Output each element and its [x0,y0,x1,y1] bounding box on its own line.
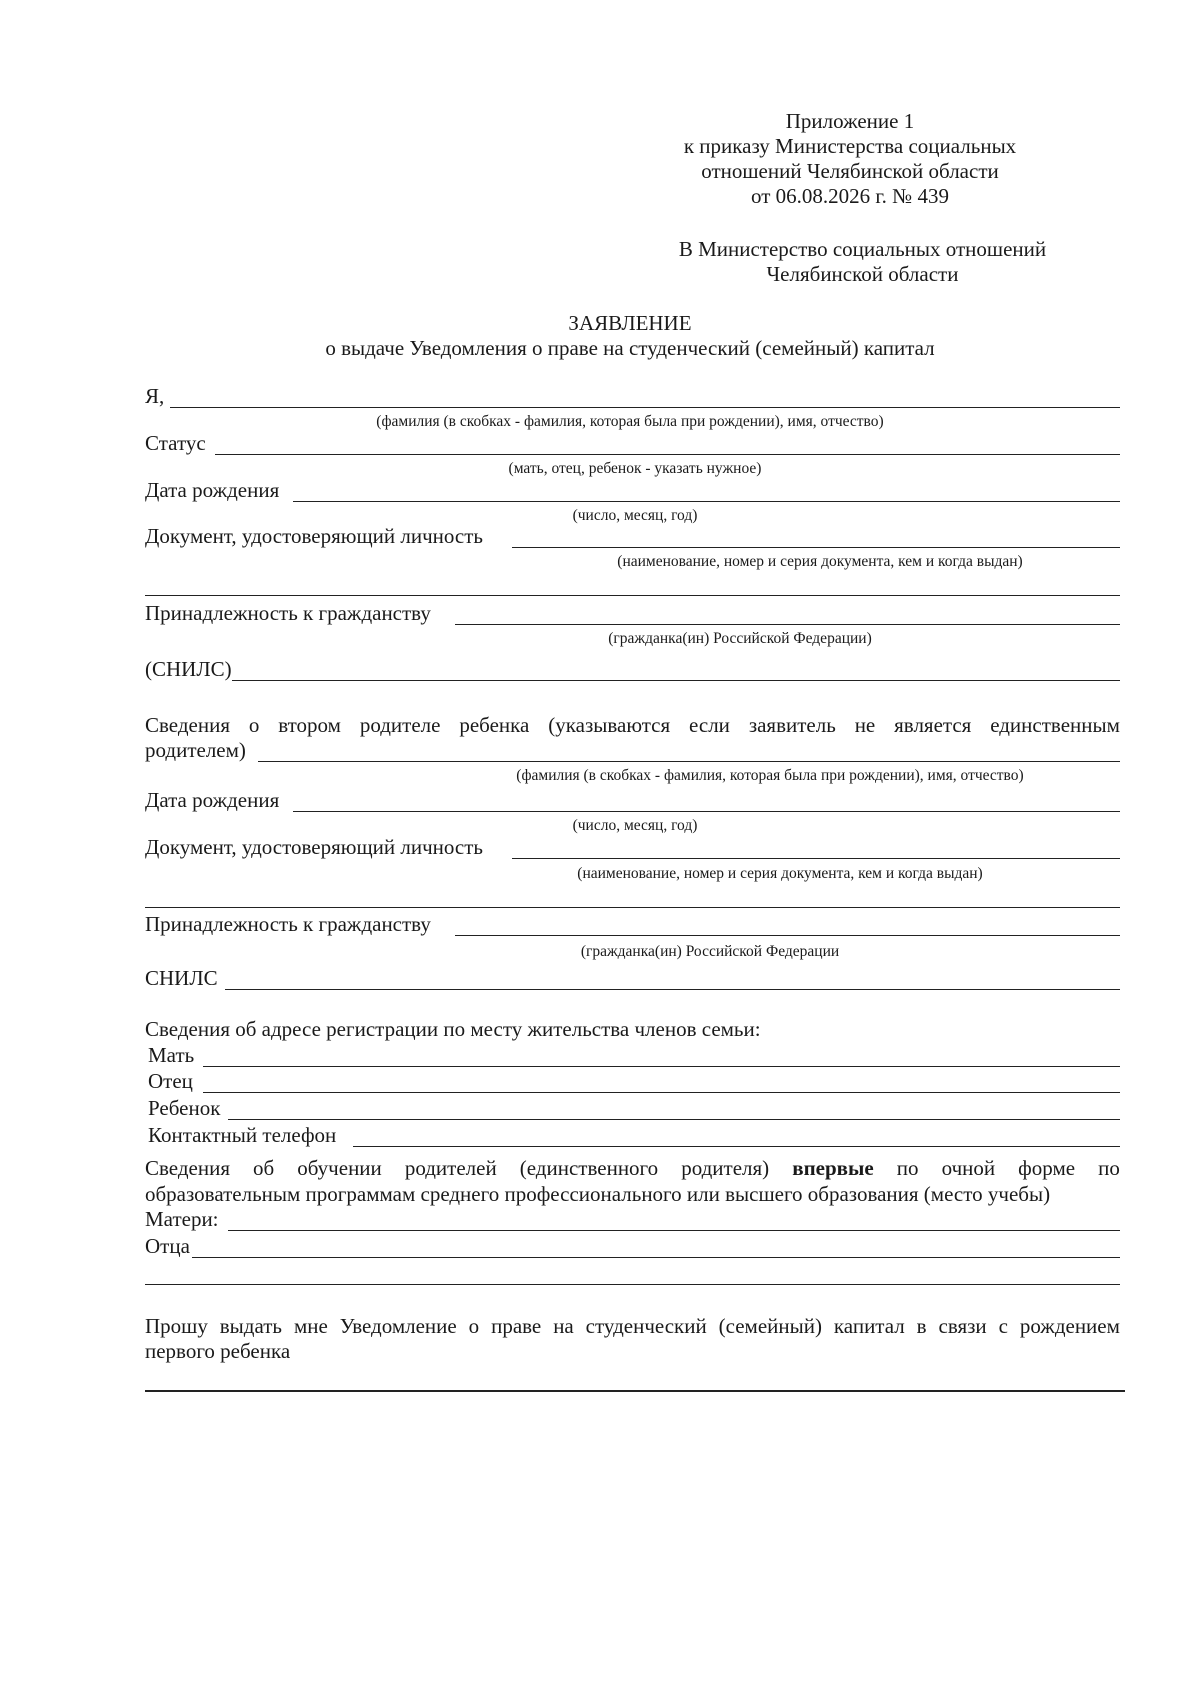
second-parent-name-field[interactable] [258,761,1120,762]
identity-doc-field-line-2[interactable] [145,595,1120,596]
education-intro-line-2: образовательным программам среднего профессионального или высшего образования (место учебы) [145,1182,1051,1206]
address-child-label: Ребенок [148,1096,221,1120]
identity-doc-field[interactable] [512,547,1120,548]
status-field[interactable] [215,454,1120,455]
contact-phone-field[interactable] [353,1146,1120,1147]
address-intro: Сведения об адресе регистрации по месту жительства членов семьи: [145,1017,761,1041]
address-father-label: Отец [148,1069,193,1093]
address-father-field[interactable] [203,1092,1120,1093]
second-parent-birth-field[interactable] [293,811,1120,812]
appendix-date-number: от 06.08.2026 г. № 439 [751,184,949,208]
status-label: Статус [145,431,206,455]
birth-date-label: Дата рождения [145,478,280,502]
document-title: ЗАЯВЛЕНИЕ [568,311,692,335]
snils-label: (СНИЛС) [145,657,232,681]
address-mother-label: Мать [148,1043,195,1067]
contact-phone-label: Контактный телефон [148,1123,337,1147]
second-parent-doc-label: Документ, удостоверяющий личность [145,835,483,859]
address-mother-field[interactable] [203,1066,1120,1067]
addressee-line-2: Челябинской области [766,262,959,286]
applicant-i-label: Я, [145,384,165,408]
education-field-line-3[interactable] [145,1284,1120,1285]
citizenship-hint: (гражданка(ин) Российской Федерации) [608,630,872,647]
second-parent-citizenship-label: Принадлежность к гражданству [145,912,431,936]
second-parent-citizenship-hint: (гражданка(ин) Российской Федерации [580,943,840,960]
second-parent-doc-field[interactable] [512,858,1120,859]
identity-doc-hint: (наименование, номер и серия документа, кем и когда выдан) [617,553,1023,570]
appendix-title: Приложение 1 [785,109,915,133]
second-parent-birth-hint: (число, месяц, год) [572,817,698,834]
citizenship-field[interactable] [455,624,1120,625]
second-parent-name-hint: (фамилия (в скобках - фамилия, которая была при рождении), имя, отчество) [516,767,1024,784]
education-mother-label: Матери: [145,1207,219,1231]
second-parent-citizenship-field[interactable] [455,935,1120,936]
request-text-line-2: первого ребенка [145,1339,291,1363]
appendix-ministry-line: отношений Челябинской области [701,159,999,183]
identity-doc-label: Документ, удостоверяющий личность [145,524,483,548]
second-parent-intro-line-2: родителем) [145,738,246,762]
birth-date-field[interactable] [293,501,1120,502]
request-text: Прошу выдать мне Уведомление о праве на студенческий (семейный) капитал в связи с рождением [145,1314,1120,1338]
addressee-line-1: В Министерство социальных отношений [678,237,1047,261]
snils-field[interactable] [232,680,1120,681]
applicant-name-hint: (фамилия (в скобках - фамилия, которая была при рождении), имя, отчество) [376,413,884,430]
education-intro: Сведения об обучении родителей (единственного родителя) впервые по очной форме по [145,1156,1120,1180]
second-parent-birth-label: Дата рождения [145,788,280,812]
second-parent-doc-hint: (наименование, номер и серия документа, кем и когда выдан) [577,865,983,882]
status-hint: (мать, отец, ребенок - указать нужное) [508,460,762,477]
second-parent-intro: Сведения о втором родителе ребенка (указываются если заявитель не является единственным [145,713,1120,737]
education-mother-field[interactable] [228,1230,1120,1231]
document-subtitle: о выдаче Уведомления о праве на студенческий (семейный) капитал [325,336,935,360]
applicant-name-field[interactable] [170,407,1120,408]
birth-date-hint: (число, месяц, год) [572,507,698,524]
request-underline [145,1390,1125,1392]
second-parent-snils-field[interactable] [225,989,1120,990]
address-child-field[interactable] [228,1119,1120,1120]
education-father-label: Отца [145,1234,190,1258]
second-parent-snils-label: СНИЛС [145,966,218,990]
second-parent-doc-field-line-2[interactable] [145,907,1120,908]
education-father-field[interactable] [192,1257,1120,1258]
appendix-order-line: к приказу Министерства социальных [683,134,1017,158]
citizenship-label: Принадлежность к гражданству [145,601,431,625]
